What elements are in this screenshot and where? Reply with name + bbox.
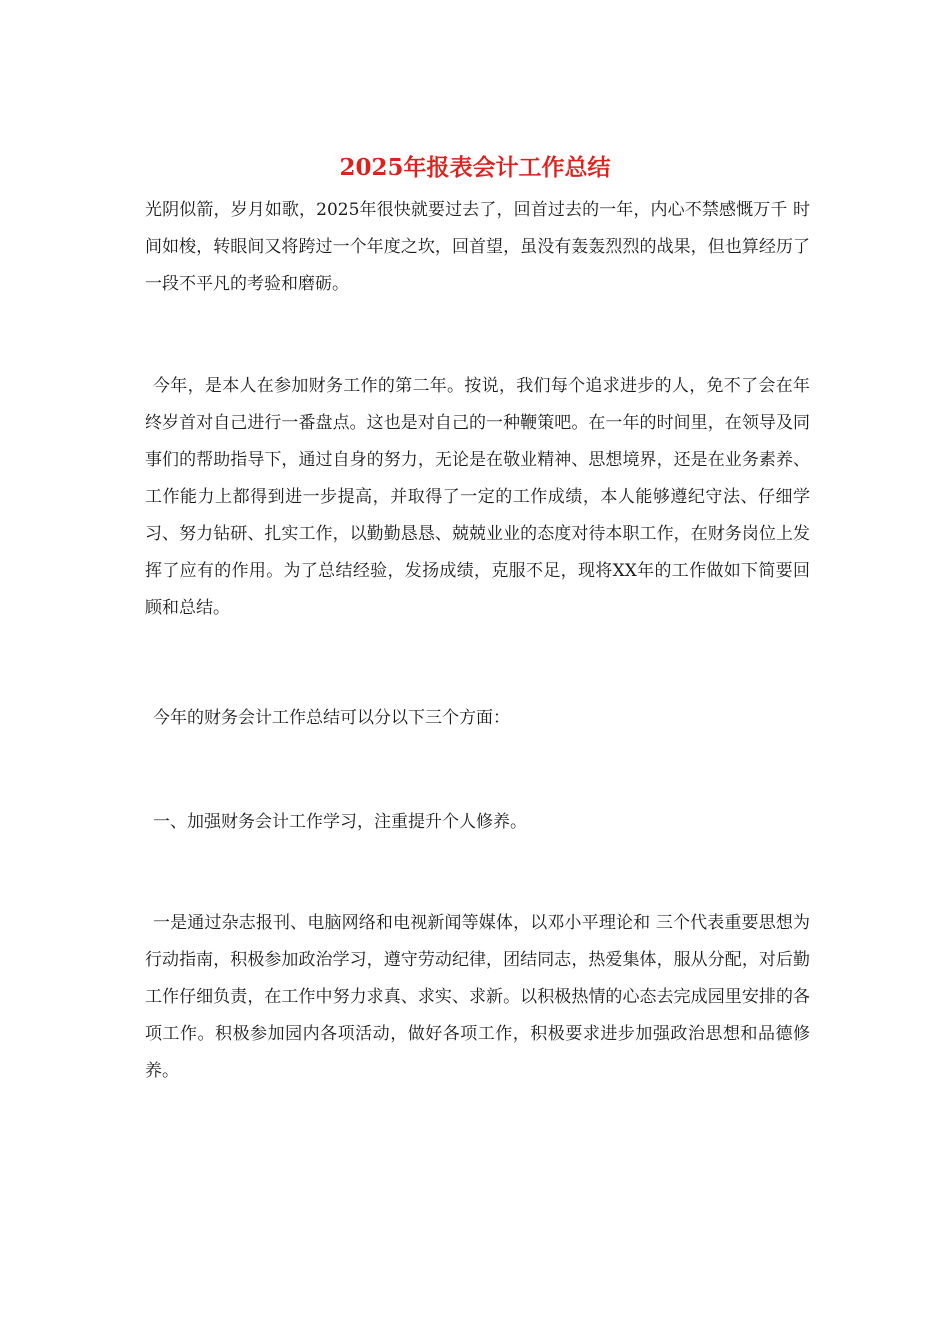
paragraph-overview: 今年，是本人在参加财务工作的第二年。按说，我们每个追求进步的人，免不了会在年终岁首对自己进行一番盘点。这也是对自己的一种鞭策吧。在一年的时间里，在领导及同事们的帮助指导下，通过自身的努力，无论是在敬业精神、思想境界，还是在业务素养、工作能力上都得到进一步提高，并取得了一定的工作成绩，本人能够遵纪守法、仔细学习、努力钻研、扎实工作，以勤勤恳恳、兢兢业业的态度对待本职工作，在财务岗位上发挥了应有的作用。为了总结经验，发扬成绩，克服不足，现将XX年的工作做如下简要回顾和总结。: [145, 376, 810, 618]
section-heading-one: 一、加强财务会计工作学习，注重提升个人修养。: [153, 812, 527, 832]
paragraph-study: 一是通过杂志报刊、电脑网络和电视新闻等媒体，以邓小平理论和 三个代表重要思想为行动指南，积极参加政治学习，遵守劳动纪律，团结同志，热爱集体，服从分配，对后勤工作仔细负责，在工作中努力求真、求实、求新。以积极热情的心态去完成园里安排的各项工作。积极参加园内各项活动，做好各项工作，积极要求进步加强政治思想和品德修养。: [145, 913, 810, 1081]
document-title: 2025年报表会计工作总结: [339, 154, 611, 181]
paragraph-intro: 光阴似箭，岁月如歌，2025年很快就要过去了，回首过去的一年，内心不禁感慨万千 时间如梭，转眼间又将跨过一个年度之坎，回首望，虽没有轰轰烈烈的战果，但也算经历了一段不平凡的考验和磨砺。: [145, 200, 810, 294]
paragraph-aspects: 今年的财务会计工作总结可以分以下三个方面：: [153, 708, 510, 728]
